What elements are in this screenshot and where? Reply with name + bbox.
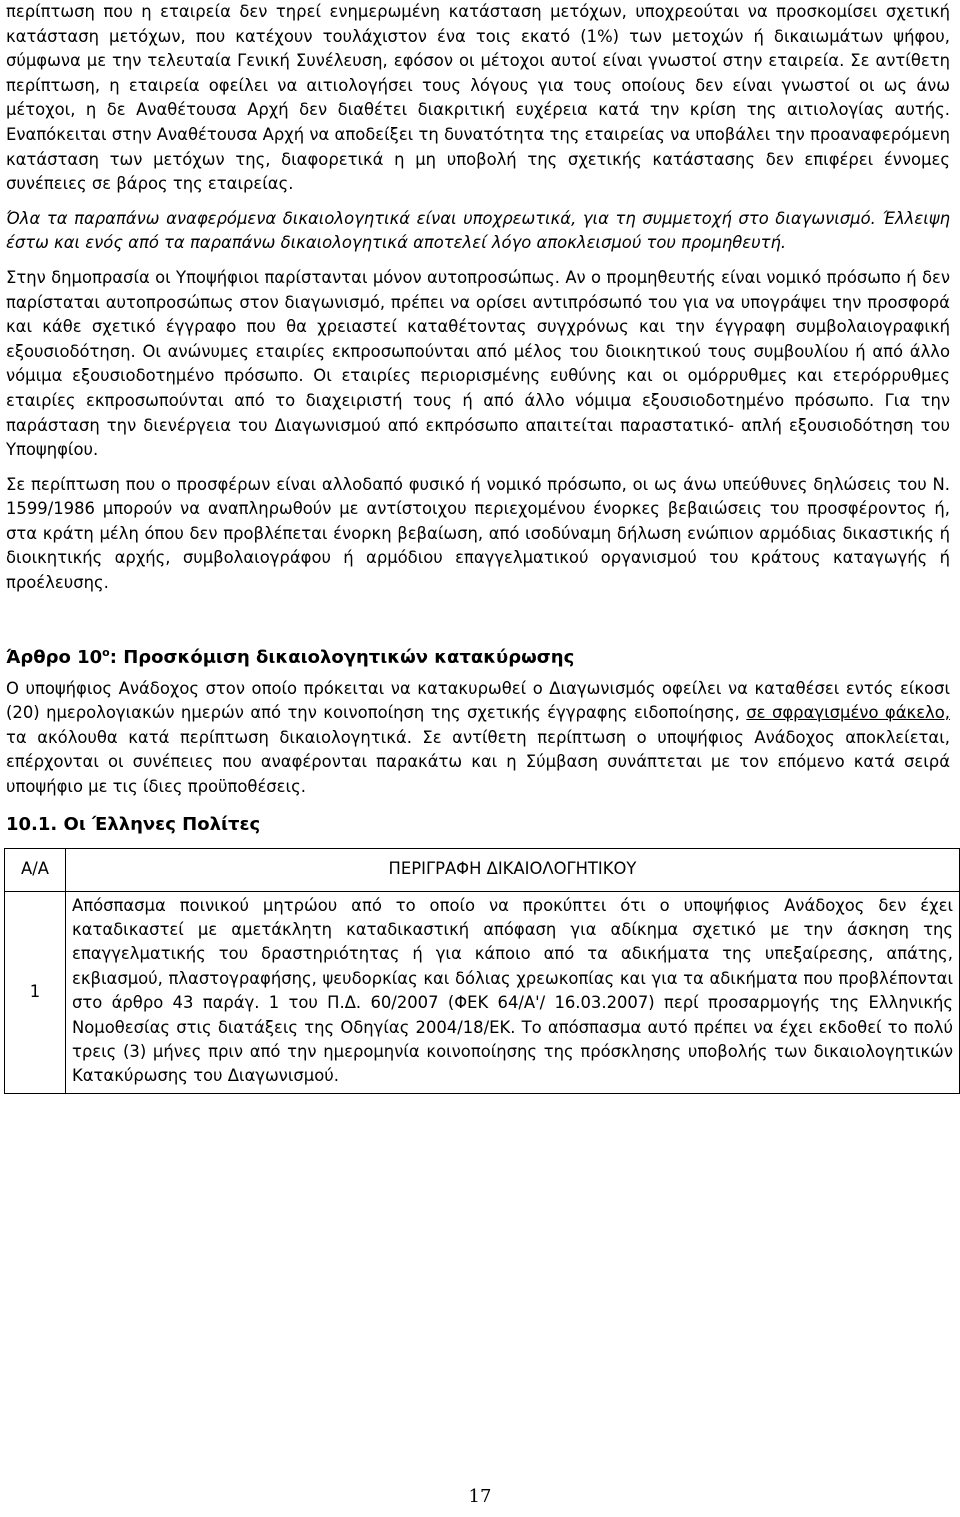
award-docs-underlined: σε σφραγισμένο φάκελο, — [746, 703, 950, 723]
table-header-row — [5, 848, 960, 891]
table-row — [5, 891, 960, 1093]
article-heading-sup: ο — [102, 645, 110, 659]
header-num: Α/Α — [5, 848, 66, 891]
paragraph-representation: Στην δημοπρασία οι Υποψήφιοι παρίστανται μόνον αυτοπροσώπως. Αν ο προμηθευτής είναι νομικό πρόσωπο ή δεν παρίσταται αυτοπροσώπως στον διαγωνισμό, πρέπει να ορίσει αντιπρόσωπό του για να υπογράψει την προσφορά και κάθε σχετικό έγγραφο που θα χρειαστεί καταθέτοντας συγχρόνως και την έγγραφη συμβολαιογραφική εξουσιοδότηση. Οι ανώνυμες εταιρίες εκπροσωπούνται από μέλος του διοικητικού τους συμβουλίου ή από άλλο νόμιμα εξουσιοδοτημένο πρόσωπο. Οι εταιρίες περιορισμένης ευθύνης και οι ομόρρυθμες και ετερόρρυθμες εταιρίες εκπροσωπούνται από το διαχειριστή τους ή από άλλο νόμιμα εξουσιοδοτημένο πρόσωπο. Για την παράσταση την διενέργεια του Διαγωνισμού από εκπρόσωπο απαιτείται παραστατικό- απλή εξουσιοδότηση του Υποψηφίου. — [6, 267, 950, 460]
paragraph-shareholders: περίπτωση που η εταιρεία δεν τηρεί ενημερωμένη κατάσταση μετόχων, υποχρεούται να προσκομίσει σχετική κατάσταση μετόχων, που κατέχουν τουλάχιστον ένα τοις εκατό (1%) των μετοχών ή δικαιωμάτων ψήφου, σύμφωνα με την τελευταία Γενική Συνέλευση, εφόσον οι μέτοχοι αυτοί είναι γνωστοί στην εταιρεία. Σε αντίθετη περίπτωση, η εταιρεία οφείλει να αιτιολογήσει τους λόγους για τους οποίους δεν είναι γνωστοί οι ως άνω μέτοχοι, η δε Αναθέτουσα Αρχή δεν διαθέτει διακριτική ευχέρεια κατά την κρίση της αιτιολογίας αυτής. Εναπόκειται στην Αναθέτουσα Αρχή να αποδείξει τη δυνατότητα της εταιρείας να υποβάλει την προαναφερόμενη κατάσταση των μετόχων της, διαφορετικά η μη υποβολή της σχετικής κατάστασης δεν επιφέρει έννομες συνέπειες σε βάρος της εταιρείας. — [6, 2, 950, 194]
award-docs-text-before: Ο υποψήφιος Ανάδοχος στον οποίο πρόκειται να κατακυρωθεί ο Διαγωνισμός οφείλει να καταθέσει εντός είκοσι (20) ημερολογιακών ημερών από την κοινοποίηση της σχετικής έγγραφης ειδοποίησης, — [6, 678, 950, 723]
article-heading-prefix: Άρθρο 10 — [6, 646, 103, 668]
paragraph-foreign-bidders: Σε περίπτωση που ο προσφέρων είναι αλλοδαπό φυσικό ή νομικό πρόσωπο, οι ως άνω υπεύθυνες δηλώσεις του Ν. 1599/1986 μπορούν να αναπληρωθούν με αντίστοιχου περιεχομένου ένορκες βεβαιώσεις του προσφέροντος ή, στα κράτη μέλη όπου δεν προβλέπεται ένορκη βεβαίωση, από ισοδύναμη δήλωση ενώπιον αρμόδιας δικαστικής ή διοικητικής αρχής, συμβολαιογράφου ή αρμόδιου επαγγελματικού οργανισμού του κράτους καταγωγής ή προέλευσης. — [6, 474, 950, 593]
paragraph-mandatory-docs: Όλα τα παραπάνω αναφερόμενα δικαιολογητικά είναι υποχρεωτικά, για τη συμμετοχή στο διαγωνισμό. Έλλειψη έστω και ενός από τα παραπάνω δικαιολογητικά αποτελεί λόγο αποκλεισμού του προμηθευτή. — [6, 208, 950, 253]
header-desc: ΠΕΡΙΓΡΑΦΗ ΔΙΚΑΙΟΛΟΓΗΤΙΚΟΥ — [66, 848, 960, 891]
award-docs-text-after: τα ακόλουθα κατά περίπτωση δικαιολογητικά. Σε αντίθετη περίπτωση ο υποψήφιος Ανάδοχος αποκλείεται, επέρχονται οι συνέπειες που αναφέρονται παρακάτω και η Σύμβαση συνάπτεται με τον επόμενο κατά σειρά υποψήφιο με τις ίδιες προϋποθέσεις. — [6, 727, 950, 797]
article-heading-rest: : Προσκόμιση δικαιολογητικών κατακύρωσης — [109, 646, 575, 668]
subsection-title: 10.1. Οι Έλληνες Πολίτες — [6, 813, 261, 835]
row-desc: Απόσπασμα ποινικού μητρώου από το οποίο να προκύπτει ότι ο υποψήφιος Ανάδοχος δεν έχει καταδικαστεί με αμετάκλητη καταδικαστική απόφαση για αδίκημα σχετικό με την άσκηση της επαγγελματικής του δραστηριότητας ή για κάποιο από τα αδικήματα της υπεξαίρεσης, απάτης, εκβιασμού, πλαστογραφήσης, ψευδορκίας και δόλιας χρεωκοπίας και για τα αδικήματα που προβλέπονται στο άρθρο 43 παράγ. 1 του Π.Δ. 60/2007 (ΦΕΚ 64/Α'/ 16.03.2007) περί προσαρμογής της Ελληνικής Νομοθεσίας στις διατάξεις της Οδηγίας 2004/18/ΕΚ. Το απόσπασμα αυτό πρέπει να έχει εκδοθεί το πολύ τρεις (3) μήνες πριν από την ημερομηνία κοινοποίησης της πρόσκλησης υποβολής των δικαιολογητικών Κατακύρωσης του Διαγωνισμού. — [66, 891, 960, 1093]
row-num: 1 — [5, 891, 66, 1093]
documents-table — [4, 848, 960, 1094]
article-heading — [6, 640, 950, 671]
page-number: 17 — [468, 1486, 492, 1507]
paragraph-award-docs — [6, 677, 950, 800]
document-page — [6, 0, 953, 1094]
